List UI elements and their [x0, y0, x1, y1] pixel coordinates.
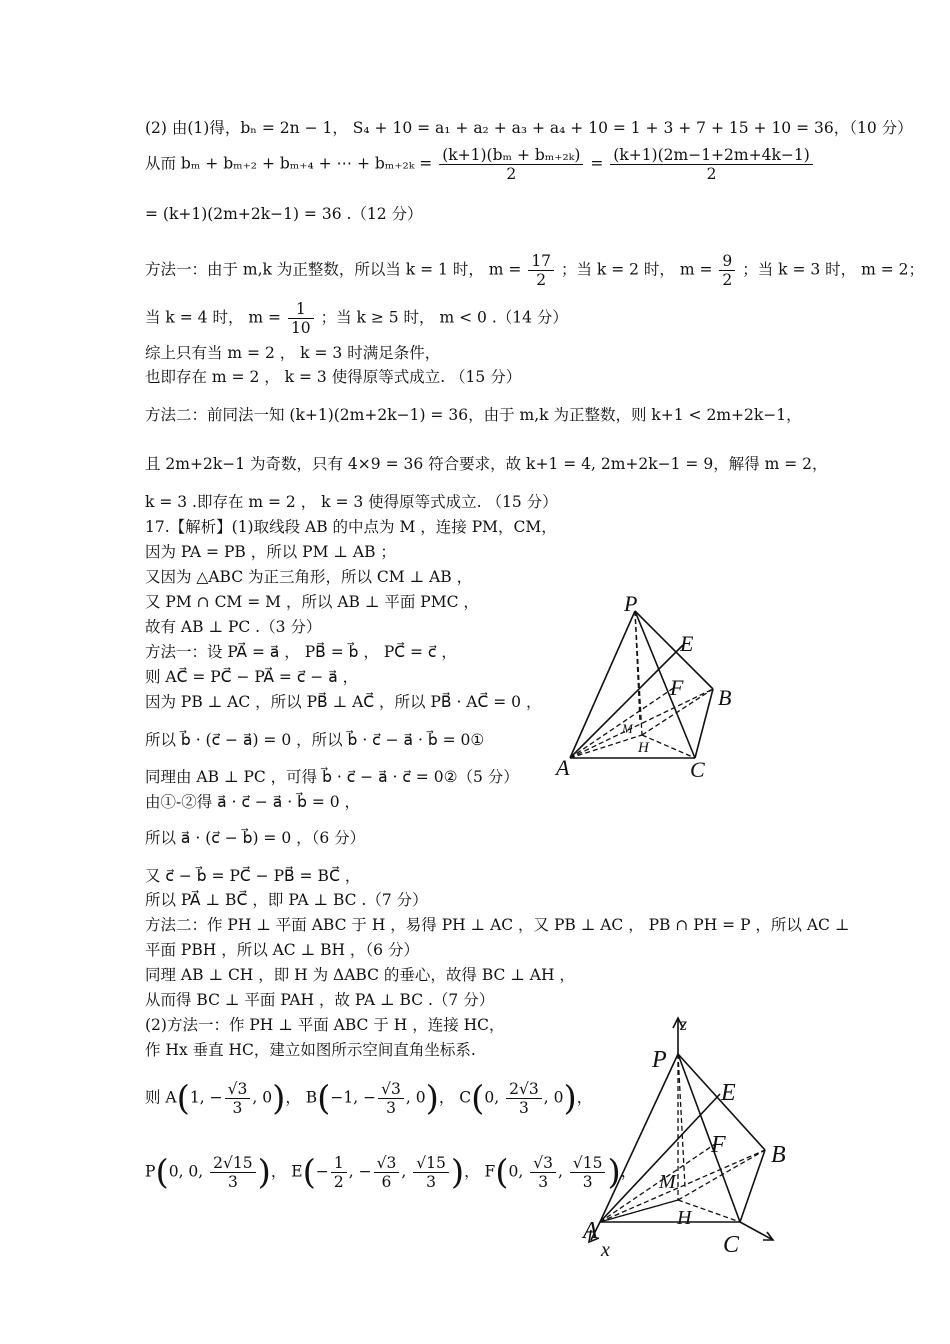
label-E-2: E [721, 1080, 736, 1106]
sum-fraction-1: $\frac{\text{(k+1)(bₘ + bₘ₊₂ₖ)}}{2}$ [439, 146, 583, 183]
p17-line19: (2)方法一：作 PH ⊥ 平面 ABC 于 H ，连接 HC， [145, 1016, 505, 1034]
fraction-17-2: $\frac{17}{2}$ [528, 252, 554, 289]
p17-line9: 所以 b⃗ · (c⃗ − a⃗) = 0 ，所以 b⃗ · c⃗ − a⃗ · b⃗ = 0① [145, 731, 485, 749]
pyramid-figure-1 [550, 595, 760, 785]
p17-line10: 同理由 AB ⊥ PC ，可得 b⃗ · c⃗ − a⃗ · c⃗ = 0②（5 分） [145, 768, 519, 786]
method1-line2: 当 k = 4 时， m = $\frac{1}{10}$ ；当 k ≥ 5 时， m < 0 .（14 分） [145, 300, 568, 337]
label-B-2: B [771, 1142, 786, 1168]
p17-line11: 由①-②得 a⃗ · c⃗ − a⃗ · b⃗ = 0 ， [145, 793, 361, 811]
equals-sign: = [590, 154, 604, 173]
label-C-2: C [723, 1232, 740, 1258]
sum-fraction-2: $\frac{(k+1)(2m-1+2m+4k-1)}{2}$ [610, 146, 812, 183]
label-P-2: P [652, 1047, 667, 1073]
label-B: B [718, 685, 732, 710]
p17-line18: 从而得 BC ⊥ 平面 PAH ，故 PA ⊥ BC .（7 分） [145, 991, 495, 1009]
conclusion-line1: 综上只有当 m = 2 ， k = 3 时满足条件， [145, 344, 441, 362]
p17-line14: 所以 PA⃗ ⊥ BC⃗ ，即 PA ⊥ BC .（7 分） [145, 891, 428, 909]
equation-line: = (k+1)(2m+2k−1) = 36 .（12 分） [145, 205, 423, 223]
solution-part2-line1: (2) 由(1)得，bₙ = 2n − 1， S₄ + 10 = a₁ + a₂ + a₃ + a₄ + 10 = 1 + 3 + 7 + 15 + 10 = 36，（10 分） [145, 119, 913, 137]
method2-line3: k = 3 .即存在 m = 2 ， k = 3 使得原等式成立. （15 分） [145, 493, 558, 511]
label-x: x [601, 1239, 610, 1261]
method1-line1: 方法一：由于 m,k 为正整数，所以当 k = 1 时， m = $\frac{17}{2}$ ；当 k = 2 时， m = $\frac{9}{2}$ ；当 k = 3 时， m = 2； [145, 252, 925, 289]
conclusion-line2: 也即存在 m = 2 ， k = 3 使得原等式成立. （15 分） [145, 368, 522, 386]
label-F: F [670, 675, 684, 700]
p17-line15: 方法二：作 PH ⊥ 平面 ABC 于 H ，易得 PH ⊥ AC ，又 PB ⊥ AC ， PB ∩ PH = P ，所以 AC ⊥ [145, 916, 850, 934]
pyramid-figure-2 [575, 1012, 800, 1262]
p17-line16: 平面 PBH ，所以 AC ⊥ BH ，（6 分） [145, 941, 419, 959]
coords-line1: 则 A(1, − $\frac{√3}{3}$ , 0)， B(−1, − $\frac{√3}{3}$ , 0)， C(0, $\frac{2√3}{3}$ , 0)， [145, 1078, 593, 1119]
p17-line13: 又 c⃗ − b⃗ = PC⃗ − PB⃗ = BC⃗ ， [145, 867, 361, 885]
label-F-2: F [711, 1132, 726, 1158]
sum-lhs: 从而 bₘ + bₘ₊₂ + bₘ₊₄ + ⋯ + bₘ₊₂ₖ = [145, 154, 433, 173]
p17-line8: 因为 PB ⊥ AC ，所以 PB⃗ ⊥ AC⃗ ，所以 PB⃗ · AC⃗ = 0 ， [145, 693, 542, 711]
method2-line2: 且 2m+2k−1 为奇数，只有 4×9 = 36 符合要求，故 k+1 = 4, 2m+2k−1 = 9，解得 m = 2， [145, 455, 828, 473]
label-P: P [624, 595, 638, 616]
label-M-2: M [659, 1171, 676, 1193]
coords-line2: P(0, 0, $\frac{2√15}{3}$ )， E(− $\frac{1}{2}$ , − $\frac{√3}{6}$ , $\frac{√15}{3}$ )， F(0, $\frac{√3}{3}$ , $\frac{√15}{3}$ )， [145, 1152, 637, 1193]
p17-line12: 所以 a⃗ · (c⃗ − b⃗) = 0 ，（6 分） [145, 829, 366, 847]
p17-line6: 方法一：设 PA⃗ = a⃗ ， PB⃗ = b⃗ ， PC⃗ = c⃗ ， [145, 643, 457, 661]
fraction-9-2: $\frac{9}{2}$ [719, 252, 735, 289]
p17-line20: 作 Hx 垂直 HC，建立如图所示空间直角坐标系. [145, 1041, 476, 1059]
label-A: A [556, 755, 570, 780]
label-H-2: H [677, 1207, 692, 1229]
p17-line5: 故有 AB ⊥ PC .（3 分） [145, 618, 322, 636]
label-C: C [690, 757, 705, 782]
label-E: E [680, 631, 694, 656]
p17-line17: 同理 AB ⊥ CH ，即 H 为 ΔABC 的垂心，故得 BC ⊥ AH ， [145, 966, 575, 984]
label-z: z [680, 1014, 688, 1034]
p17-line2: 因为 PA = PB ，所以 PM ⊥ AB ； [145, 543, 396, 561]
problem17-heading: 17.【解析】(1)取线段 AB 的中点为 M ，连接 PM，CM， [145, 518, 557, 536]
label-A-2: A [583, 1218, 598, 1244]
fraction-1-10: $\frac{1}{10}$ [288, 300, 314, 337]
label-M: M [622, 721, 633, 736]
label-H: H [638, 740, 649, 756]
sum-line [145, 146, 815, 183]
method2-line1: 方法二：前同法一知 (k+1)(2m+2k−1) = 36，由于 m,k 为正整数，则 k+1 < 2m+2k−1， [145, 406, 802, 424]
p17-line3: 又因为 △ABC 为正三角形，所以 CM ⊥ AB ， [145, 568, 473, 586]
p17-line4: 又 PM ∩ CM = M ，所以 AB ⊥ 平面 PMC ， [145, 593, 479, 611]
p17-line7: 则 AC⃗ = PC⃗ − PA⃗ = c⃗ − a⃗ ， [145, 668, 359, 686]
